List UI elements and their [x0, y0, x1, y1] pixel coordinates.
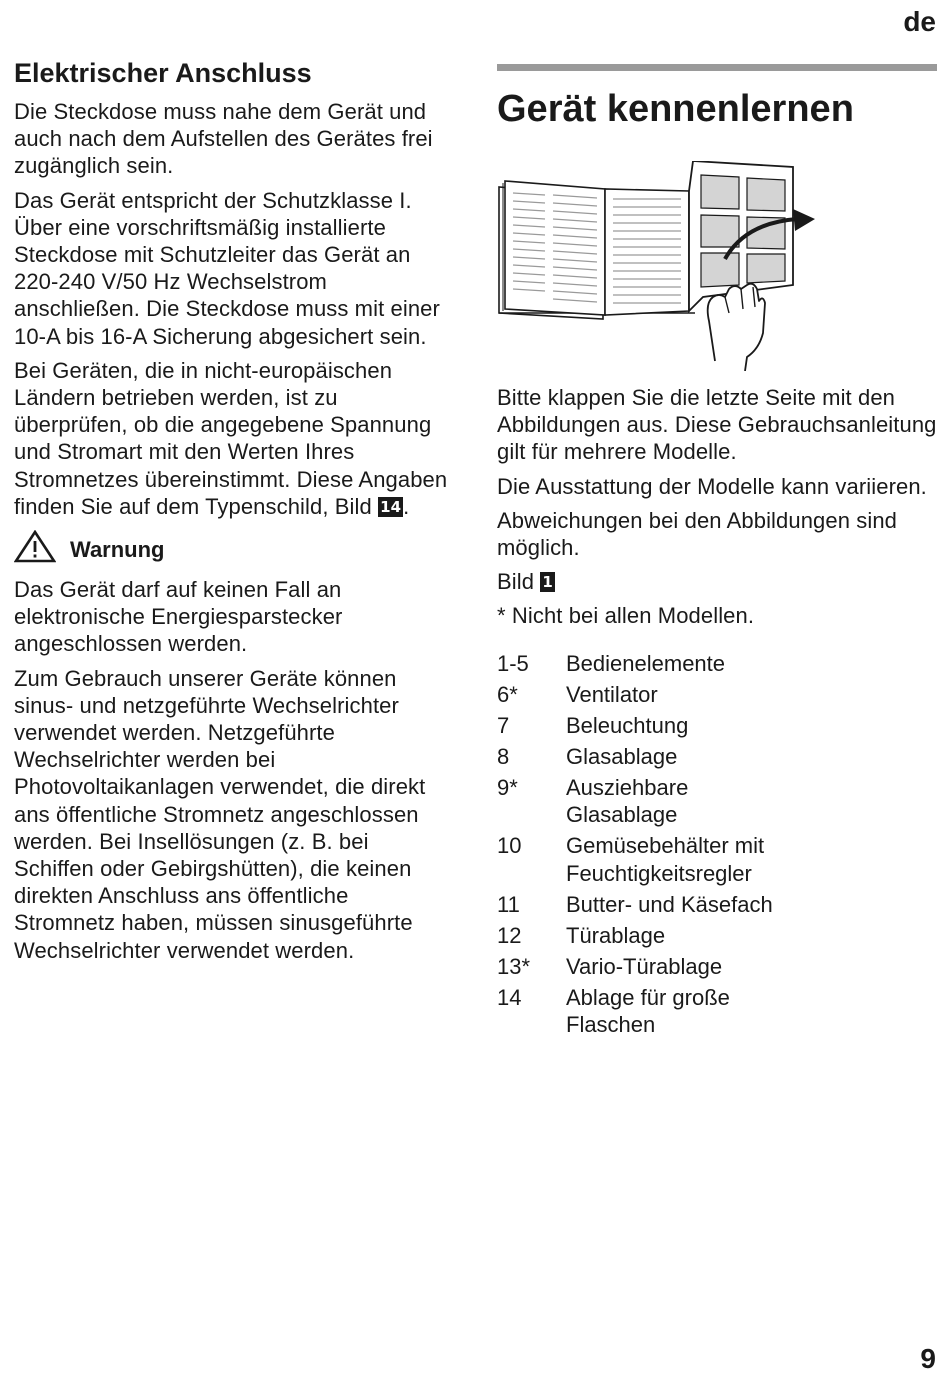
part-number: 12: [497, 922, 522, 948]
part-label: Bedienelemente: [566, 650, 726, 676]
page-number: 9: [920, 1343, 936, 1374]
warning-block: [14, 530, 454, 564]
parts-list-row: [497, 832, 796, 891]
fold-out-manual-illustration: [497, 161, 827, 371]
part-label: Glasablage: [566, 743, 678, 769]
part-label: Butter- und Käsefach: [566, 891, 773, 917]
part-number: 11: [497, 891, 520, 917]
paragraph-non-european: [14, 357, 454, 520]
part-number: 10: [497, 833, 522, 859]
parts-list-row: [497, 774, 796, 833]
paragraph-energy-saver: Das Gerät darf auf keinen Fall an elektronische Energiesparstecker angeschlossen werden.: [14, 577, 343, 657]
figure-reference-label: Bild: [497, 569, 535, 595]
parts-list-row: [497, 712, 796, 743]
parts-list-row: [497, 953, 796, 984]
part-label: Gemüsebehälter mit Feuchtigkeitsregler: [566, 833, 765, 886]
left-column: [14, 56, 454, 971]
figure-reference: [497, 568, 937, 595]
footnote-models: * Nicht bei allen Modellen.: [497, 603, 755, 629]
warning-label: Warnung: [70, 537, 165, 563]
paragraph-inverters: Zum Gebrauch unserer Geräte können sinus- und netzgeführte Wechselrichter verwendet werden. Netzgeführte Wechselrichter werden bei Photovoltaikanlagen verwendet, die direkt ans öffentliche Stromnetz angeschlossen werden. Bei Insellösungen (z. B. bei Schiffen oder Gebirgshütten), die keinen direkten Anschluss ans öffentliche Stromnetz haben, müssen sinusgeführte Wechselrichter verwendet werden.: [14, 665, 426, 963]
part-number: 9*: [497, 774, 518, 800]
part-label: Türablage: [566, 922, 666, 948]
paragraph-deviations: Abweichungen bei den Abbildungen sind möglich.: [497, 507, 898, 561]
paragraph-protection-class: Das Gerät entspricht der Schutzklasse I. Über eine vorschriftsmäßig installierte Steckdose mit Schutzleiter das Gerät an 220-240 V/50 Hz Wechselstrom anschließen. Die Steckdose muss mit einer 10-A bis 16-A Sicherung abgesichert sein.: [14, 187, 440, 349]
part-number: 1-5: [497, 650, 529, 676]
part-label: Ausziehbare Glasablage: [566, 774, 689, 828]
parts-list-row: [497, 681, 796, 712]
parts-list: [497, 650, 796, 1043]
language-tag: de: [903, 6, 936, 37]
parts-list-row: [497, 743, 796, 774]
paragraph-equipment: Die Ausstattung der Modelle kann variieren.: [497, 473, 927, 499]
warning-triangle-icon: [14, 530, 56, 564]
paragraph-fold-out: Bitte klappen Sie die letzte Seite mit den Abbildungen aus. Diese Gebrauchsanleitung gilt für mehrere Modelle.: [497, 385, 937, 465]
part-number: 7: [497, 712, 510, 738]
part-number: 6*: [497, 681, 518, 707]
parts-list-row: [497, 650, 796, 681]
part-label: Ventilator: [566, 681, 658, 707]
section-heading-electrical: Elektrischer Anschluss: [14, 58, 312, 88]
paragraph-non-european-end: .: [403, 493, 410, 519]
parts-list-row: [497, 922, 796, 953]
paragraph-socket: Die Steckdose muss nahe dem Gerät und auch nach dem Aufstellen des Gerätes frei zugänglich sein.: [14, 99, 433, 179]
parts-list-row: [497, 891, 796, 922]
part-label: Ablage für große Flaschen: [566, 984, 730, 1038]
figure-ref-14: 14: [380, 497, 402, 516]
part-number: 14: [497, 984, 522, 1010]
parts-list-row: [497, 984, 796, 1043]
part-number: 13*: [497, 953, 531, 979]
part-number: 8: [497, 743, 510, 769]
part-label: Vario-Türablage: [566, 953, 723, 979]
paragraph-non-european-text: Bei Geräten, die in nicht-europäischen Ländern betrieben werden, ist zu überprüfen, ob die angegebene Spannung und Stromart mit den Werten Ihres Stromnetzes übereinstimmt. Diese Angaben finden Sie auf dem Typenschild, Bild: [14, 357, 448, 519]
part-label: Beleuchtung: [566, 712, 689, 738]
page-title: Gerät kennenlernen: [497, 88, 854, 130]
title-rule: [497, 64, 937, 71]
right-column: [497, 64, 937, 1042]
figure-ref-1: 1: [542, 573, 553, 592]
